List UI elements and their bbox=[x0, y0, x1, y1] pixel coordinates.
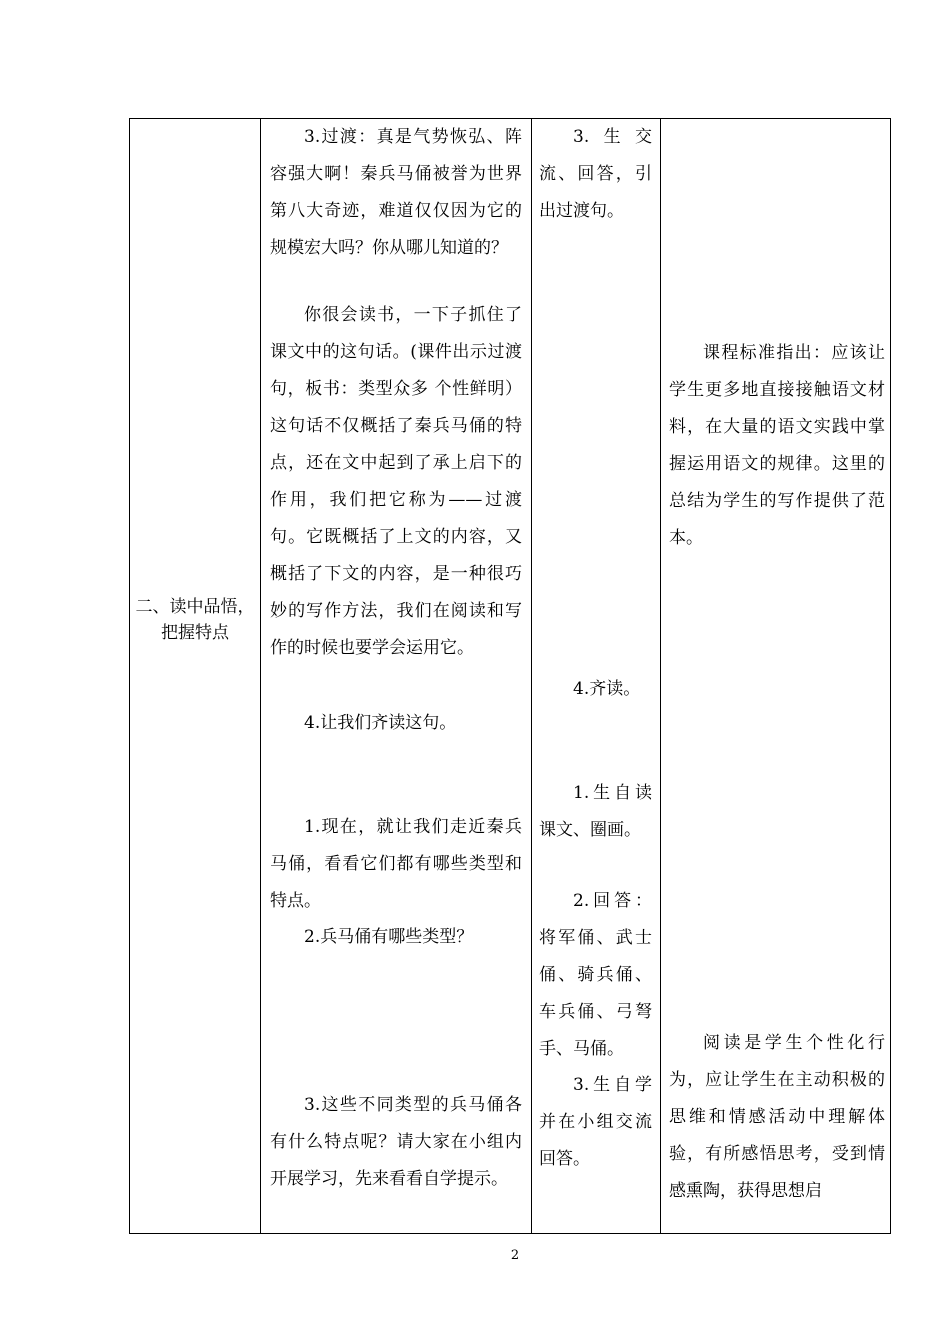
teacher-paragraph: 3.这些不同类型的兵马俑各有什么特点呢？请大家在小组内开展学习，先来看看自学提示。 bbox=[270, 1095, 522, 1189]
student-paragraph: 4.齐读。 bbox=[573, 679, 641, 699]
student-paragraph: 2.回答：将军俑、武士俑、骑兵俑、车兵俑、弓弩手、马俑。 bbox=[539, 891, 652, 1059]
design-intent-cell bbox=[130, 119, 890, 1233]
intent-paragraph: 阅读是学生个性化行为，应让学生在主动积极的思维和情感活动中理解体验，有所感悟思考，受到情感熏陶，获得思想启 bbox=[669, 1033, 885, 1201]
teacher-paragraph: 3.过渡：真是气势恢弘、阵容强大啊！秦兵马俑被誉为世界第八大奇迹，难道仅仅因为它的规模宏大吗？你从哪儿知道的？ bbox=[270, 127, 522, 258]
teacher-paragraph: 2.兵马俑有哪些类型？ bbox=[304, 927, 474, 947]
student-paragraph: 1.生自读课文、圈画。 bbox=[539, 783, 652, 840]
lesson-plan-table bbox=[129, 118, 891, 1234]
teacher-paragraph: 1.现在，就让我们走近秦兵马俑，看看它们都有哪些类型和特点。 bbox=[270, 817, 522, 911]
intent-paragraph: 课程标准指出：应该让学生更多地直接接触语文材料，在大量的语文实践中掌握运用语文的规律。这里的总结为学生的写作提供了范本。 bbox=[669, 343, 885, 548]
page-number: 2 bbox=[510, 1248, 520, 1263]
teacher-paragraph: 4.让我们齐读这句。 bbox=[304, 713, 457, 733]
student-paragraph: 3.生交流、回答，引出过渡句。 bbox=[539, 127, 652, 221]
stage-title: 二、读中品悟，把握特点 bbox=[135, 597, 255, 643]
teacher-paragraph: 你很会读书，一下子抓住了课文中的这句话。(课件出示过渡句，板书：类型众多 个性鲜明）这句话不仅概括了秦兵马俑的特点，还在文中起到了承上启下的作用，我们把它称为——过渡句。它既概括了上文的内容，又概括了下文的内容，是一种很巧妙的写作方法，我们在阅读和写作的时候也要学会运用它。 bbox=[270, 305, 522, 658]
student-paragraph: 3.生自学并在小组交流回答。 bbox=[539, 1075, 652, 1169]
